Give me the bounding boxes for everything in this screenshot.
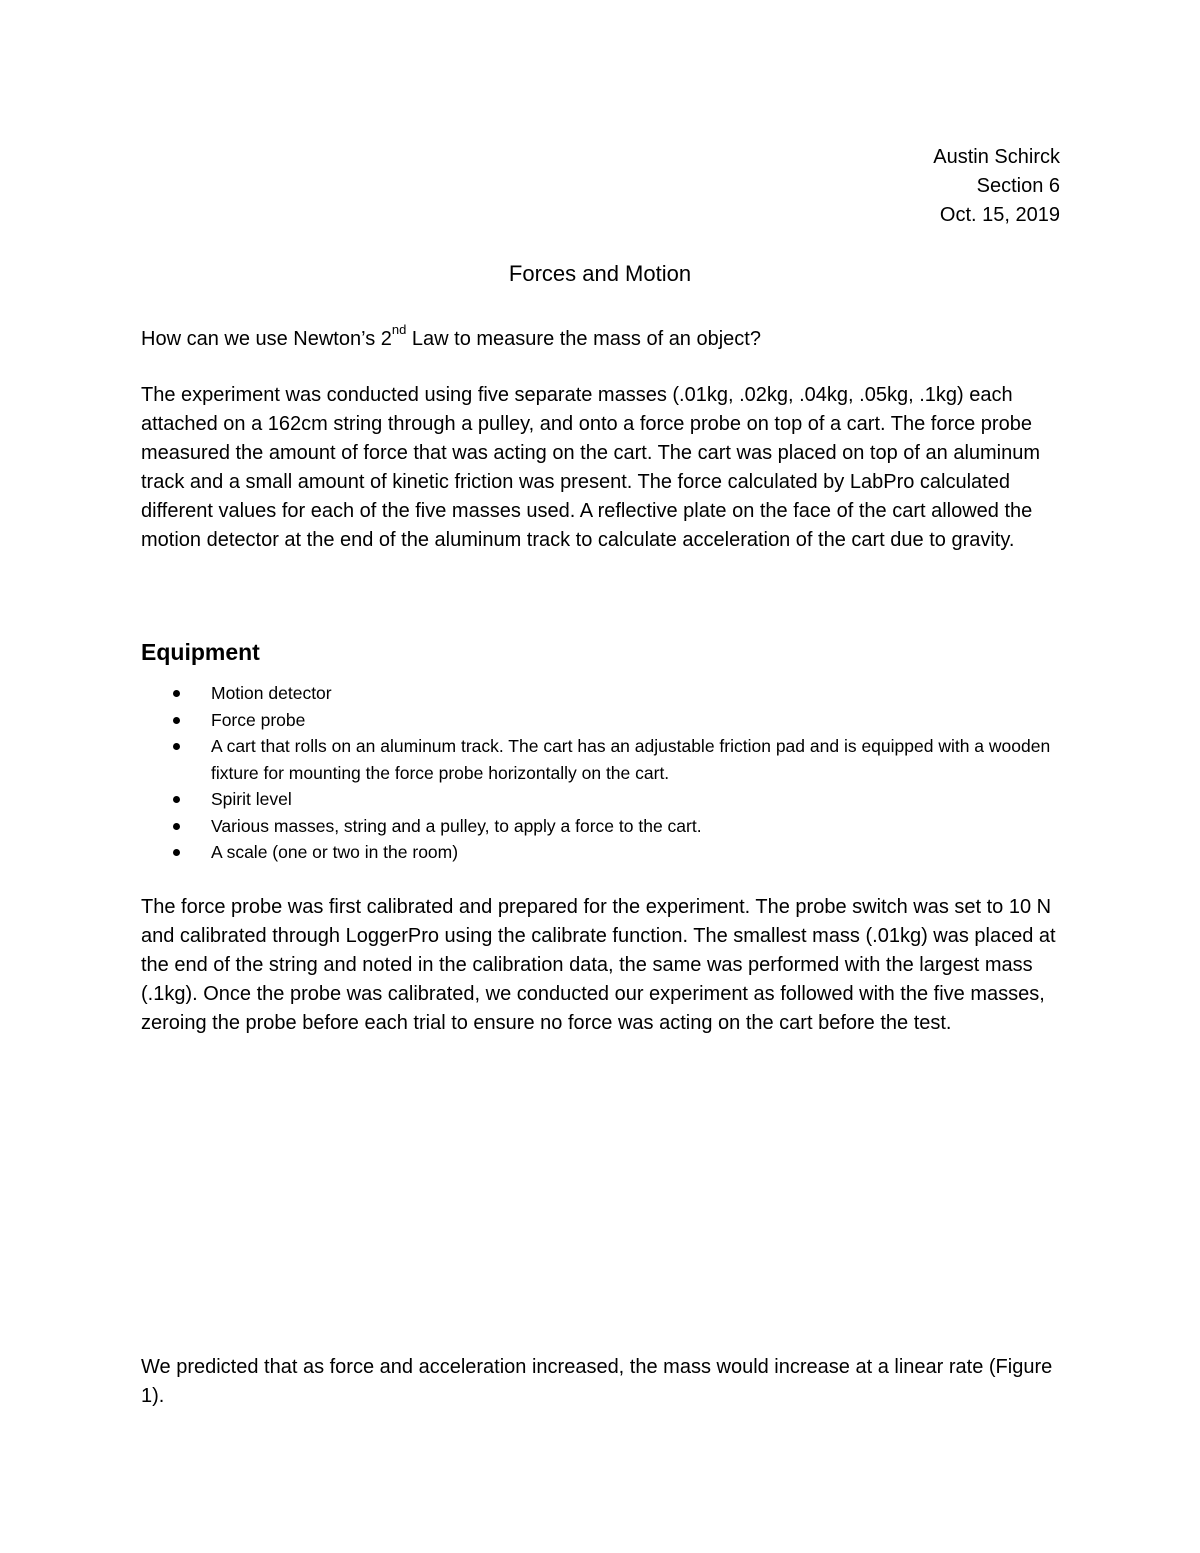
question-suffix: Law to measure the mass of an object? [406,328,761,350]
equipment-heading: Equipment [141,639,260,665]
list-item [141,813,1071,840]
report-date: Oct. 15, 2019 [939,204,1060,226]
section-number: Section 6 [976,175,1060,197]
bullet-icon [173,796,180,803]
prediction-paragraph: We predicted that as force and acceleration increased, the mass would increase at a linear rate (Figure 1). [141,1356,1053,1407]
intro-paragraph: The experiment was conducted using five separate masses (.01kg, .02kg, .04kg, .05kg, .1kg) each attached on a 162cm string through a pulley, and onto a force probe on top of a cart. The force probe measured the amount of force that was acting on the cart. The cart was placed on top of an aluminum track and a small amount of kinetic friction was present. The force calculated by LabPro calculated different values for each of the five masses used. A reflective plate on the face of the cart allowed the motion detector at the end of the aluminum track to calculate acceleration of the cart due to gravity. [141,384,1041,551]
equipment-list [141,680,1071,866]
bullet-icon [173,823,180,830]
list-item [141,839,1071,866]
list-item-text: A scale (one or two in the room) [211,842,459,862]
list-item [141,680,1071,707]
author-header [933,143,1060,230]
bullet-icon [173,849,180,856]
list-item-text: A cart that rolls on an aluminum track. The cart has an adjustable friction pad and is equipped with a wooden fixture for mounting the force probe horizontally on the cart. [211,736,1051,783]
list-item [141,707,1071,734]
research-question [141,324,1071,354]
bullet-icon [173,690,180,697]
list-item-text: Force probe [211,709,306,730]
page-title: Forces and Motion [508,261,692,286]
question-superscript: nd [391,322,407,338]
list-item [141,733,1071,786]
question-prefix: How can we use Newton’s 2 [141,328,392,350]
list-item-text: Spirit level [211,789,292,809]
bullet-icon [173,717,180,724]
list-item-text: Motion detector [211,683,332,703]
procedure-paragraph: The force probe was first calibrated and prepared for the experiment. The probe switch was set to 10 N and calibrated through LoggerPro using the calibrate function. The smallest mass (.01kg) was placed at the end of the string and noted in the calibration data, the same was performed with the largest mass (.1kg). Once the probe was calibrated, we conducted our experiment as followed with the five masses, zeroing the probe before each trial to ensure no force was acting on the cart before the test. [141,896,1056,1034]
list-item-text: Various masses, string and a pulley, to apply a force to the cart. [211,815,702,836]
bullet-icon [173,743,180,750]
list-item [141,786,1071,813]
author-name: Austin Schirck [933,146,1060,168]
